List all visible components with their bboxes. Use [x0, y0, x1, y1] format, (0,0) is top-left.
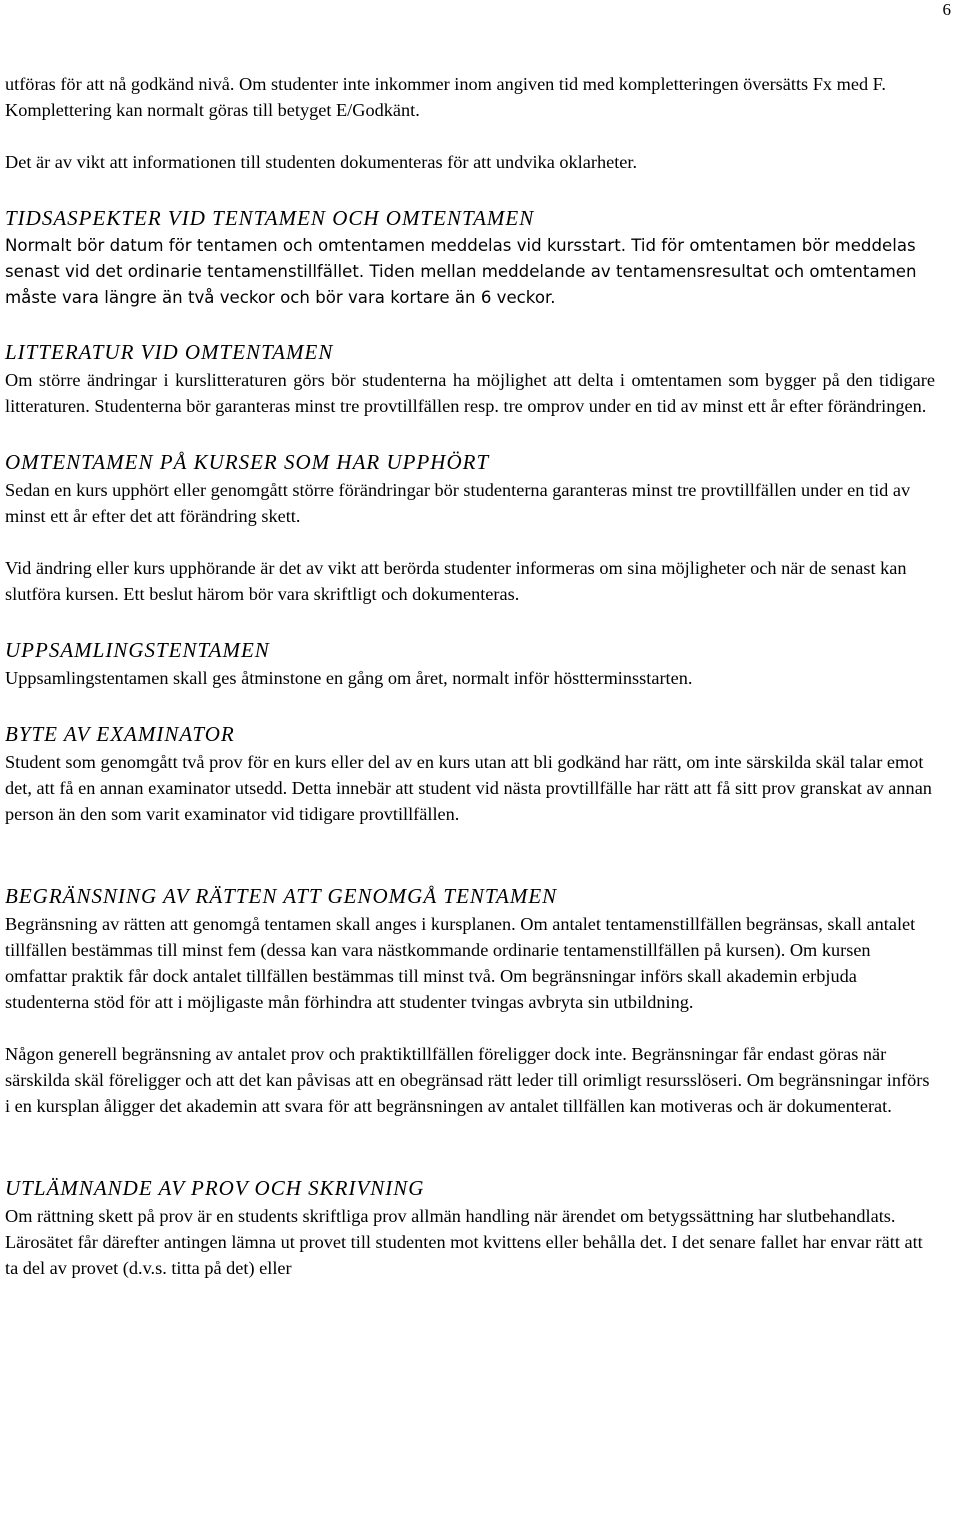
tidsaspekter-paragraph-1: Normalt bör datum för tentamen och omtentamen meddelas vid kursstart. Tid för omtentamen bör meddelas senast vid det ordinarie tentamenstillfället. Tiden mellan meddelande av tentamensresultat och omtentamen måste vara längre än två veckor och bör vara kortare än 6 veckor. [5, 236, 917, 307]
page-number: 6 [942, 0, 951, 19]
intro-paragraph-1: utföras för att nå godkänd nivå. Om studenter inte inkommer inom angiven tid med kompletteringen översätts Fx med F. Komplettering kan normalt göras till betyget E/Godkänt. [5, 74, 886, 120]
utlamnande-paragraph-1: Om rättning skett på prov är en students skriftliga prov allmän handling när ärendet om betygssättning har slutbehandlats. Lärosätet får därefter antingen lämna ut provet till studenten mot kvittens eller behålla det. I det senare fallet har envar rätt att ta del av provet (d.v.s. titta på det) eller [5, 1206, 923, 1278]
begransning-paragraph-1: Begränsning av rätten att genomgå tentamen skall anges i kursplanen. Om antalet tentamenstillfällen begränsas, skall antalet tillfällen bestämmas till minst fem (dessa kan vara nästkommande ordinarie tentamenstillfällen på kursen). Om kursen omfattar praktik får dock antalet tillfällen bestämmas till minst två. Om begränsningar införs skall akademin erbjuda studenterna stöd för att i möjligaste mån förhindra att studenter tvingas avbryta sin utbildning. [5, 914, 916, 1012]
heading-uppsamling: UPPSAMLINGSTENTAMEN [5, 638, 270, 662]
examinator-paragraph-1: Student som genomgått två prov för en kurs eller del av en kurs utan att bli godkänd har rätt, om inte särskilda skäl talar emot det, att få en annan examinator utsedd. Detta innebär att student vid nästa provtillfälle har rätt att få sitt prov granskat av annan person än den som varit examinator vid tidigare provtillfällen. [5, 752, 932, 824]
heading-utlamnande: UTLÄMNANDE AV PROV OCH SKRIVNING [5, 1176, 425, 1200]
uppsamling-paragraph-1: Uppsamlingstentamen skall ges åtminstone en gång om året, normalt inför höstterminsstarten. [5, 668, 693, 688]
upphort-paragraph-1: Sedan en kurs upphört eller genomgått större förändringar bör studenterna garanteras minst tre provtillfällen under en tid av minst ett år efter det att förändring skett. [5, 480, 911, 526]
heading-tidsaspekter: TIDSASPEKTER VID TENTAMEN OCH OMTENTAMEN [5, 206, 535, 230]
heading-litteratur: LITTERATUR VID OMTENTAMEN [5, 340, 334, 364]
document-body [5, 71, 935, 1281]
upphort-paragraph-2: Vid ändring eller kurs upphörande är det av vikt att berörda studenter informeras om sina möjligheter och när de senast kan slutföra kursen. Ett beslut härom bör vara skriftligt och dokumenteras. [5, 558, 907, 604]
heading-examinator: BYTE AV EXAMINATOR [5, 722, 235, 746]
begransning-paragraph-2: Någon generell begränsning av antalet prov och praktiktillfällen föreligger dock inte. Begränsningar får endast göras när särskilda skäl föreligger och att det kan påvisas att en obegränsad rätt leder till orimligt resursslöseri. Om begränsningar införs i en kursplan åligger det akademin att svara för att begränsningen av antalet tillfällen kan motiveras och är dokumenterat. [5, 1044, 930, 1116]
intro-paragraph-2: Det är av vikt att informationen till studenten dokumenteras för att undvika oklarheter. [5, 152, 638, 172]
heading-begransning: BEGRÄNSNING AV RÄTTEN ATT GENOMGÅ TENTAMEN [5, 884, 558, 908]
heading-upphort: OMTENTAMEN PÅ KURSER SOM HAR UPPHÖRT [5, 450, 490, 474]
litteratur-paragraph-1: Om större ändringar i kurslitteraturen görs bör studenterna ha möjlighet att delta i omtentamen som bygger på den tidigare litteraturen. Studenterna bör garanteras minst tre provtillfällen resp. tre omprov under en tid av minst ett år efter förändringen. [5, 370, 935, 416]
